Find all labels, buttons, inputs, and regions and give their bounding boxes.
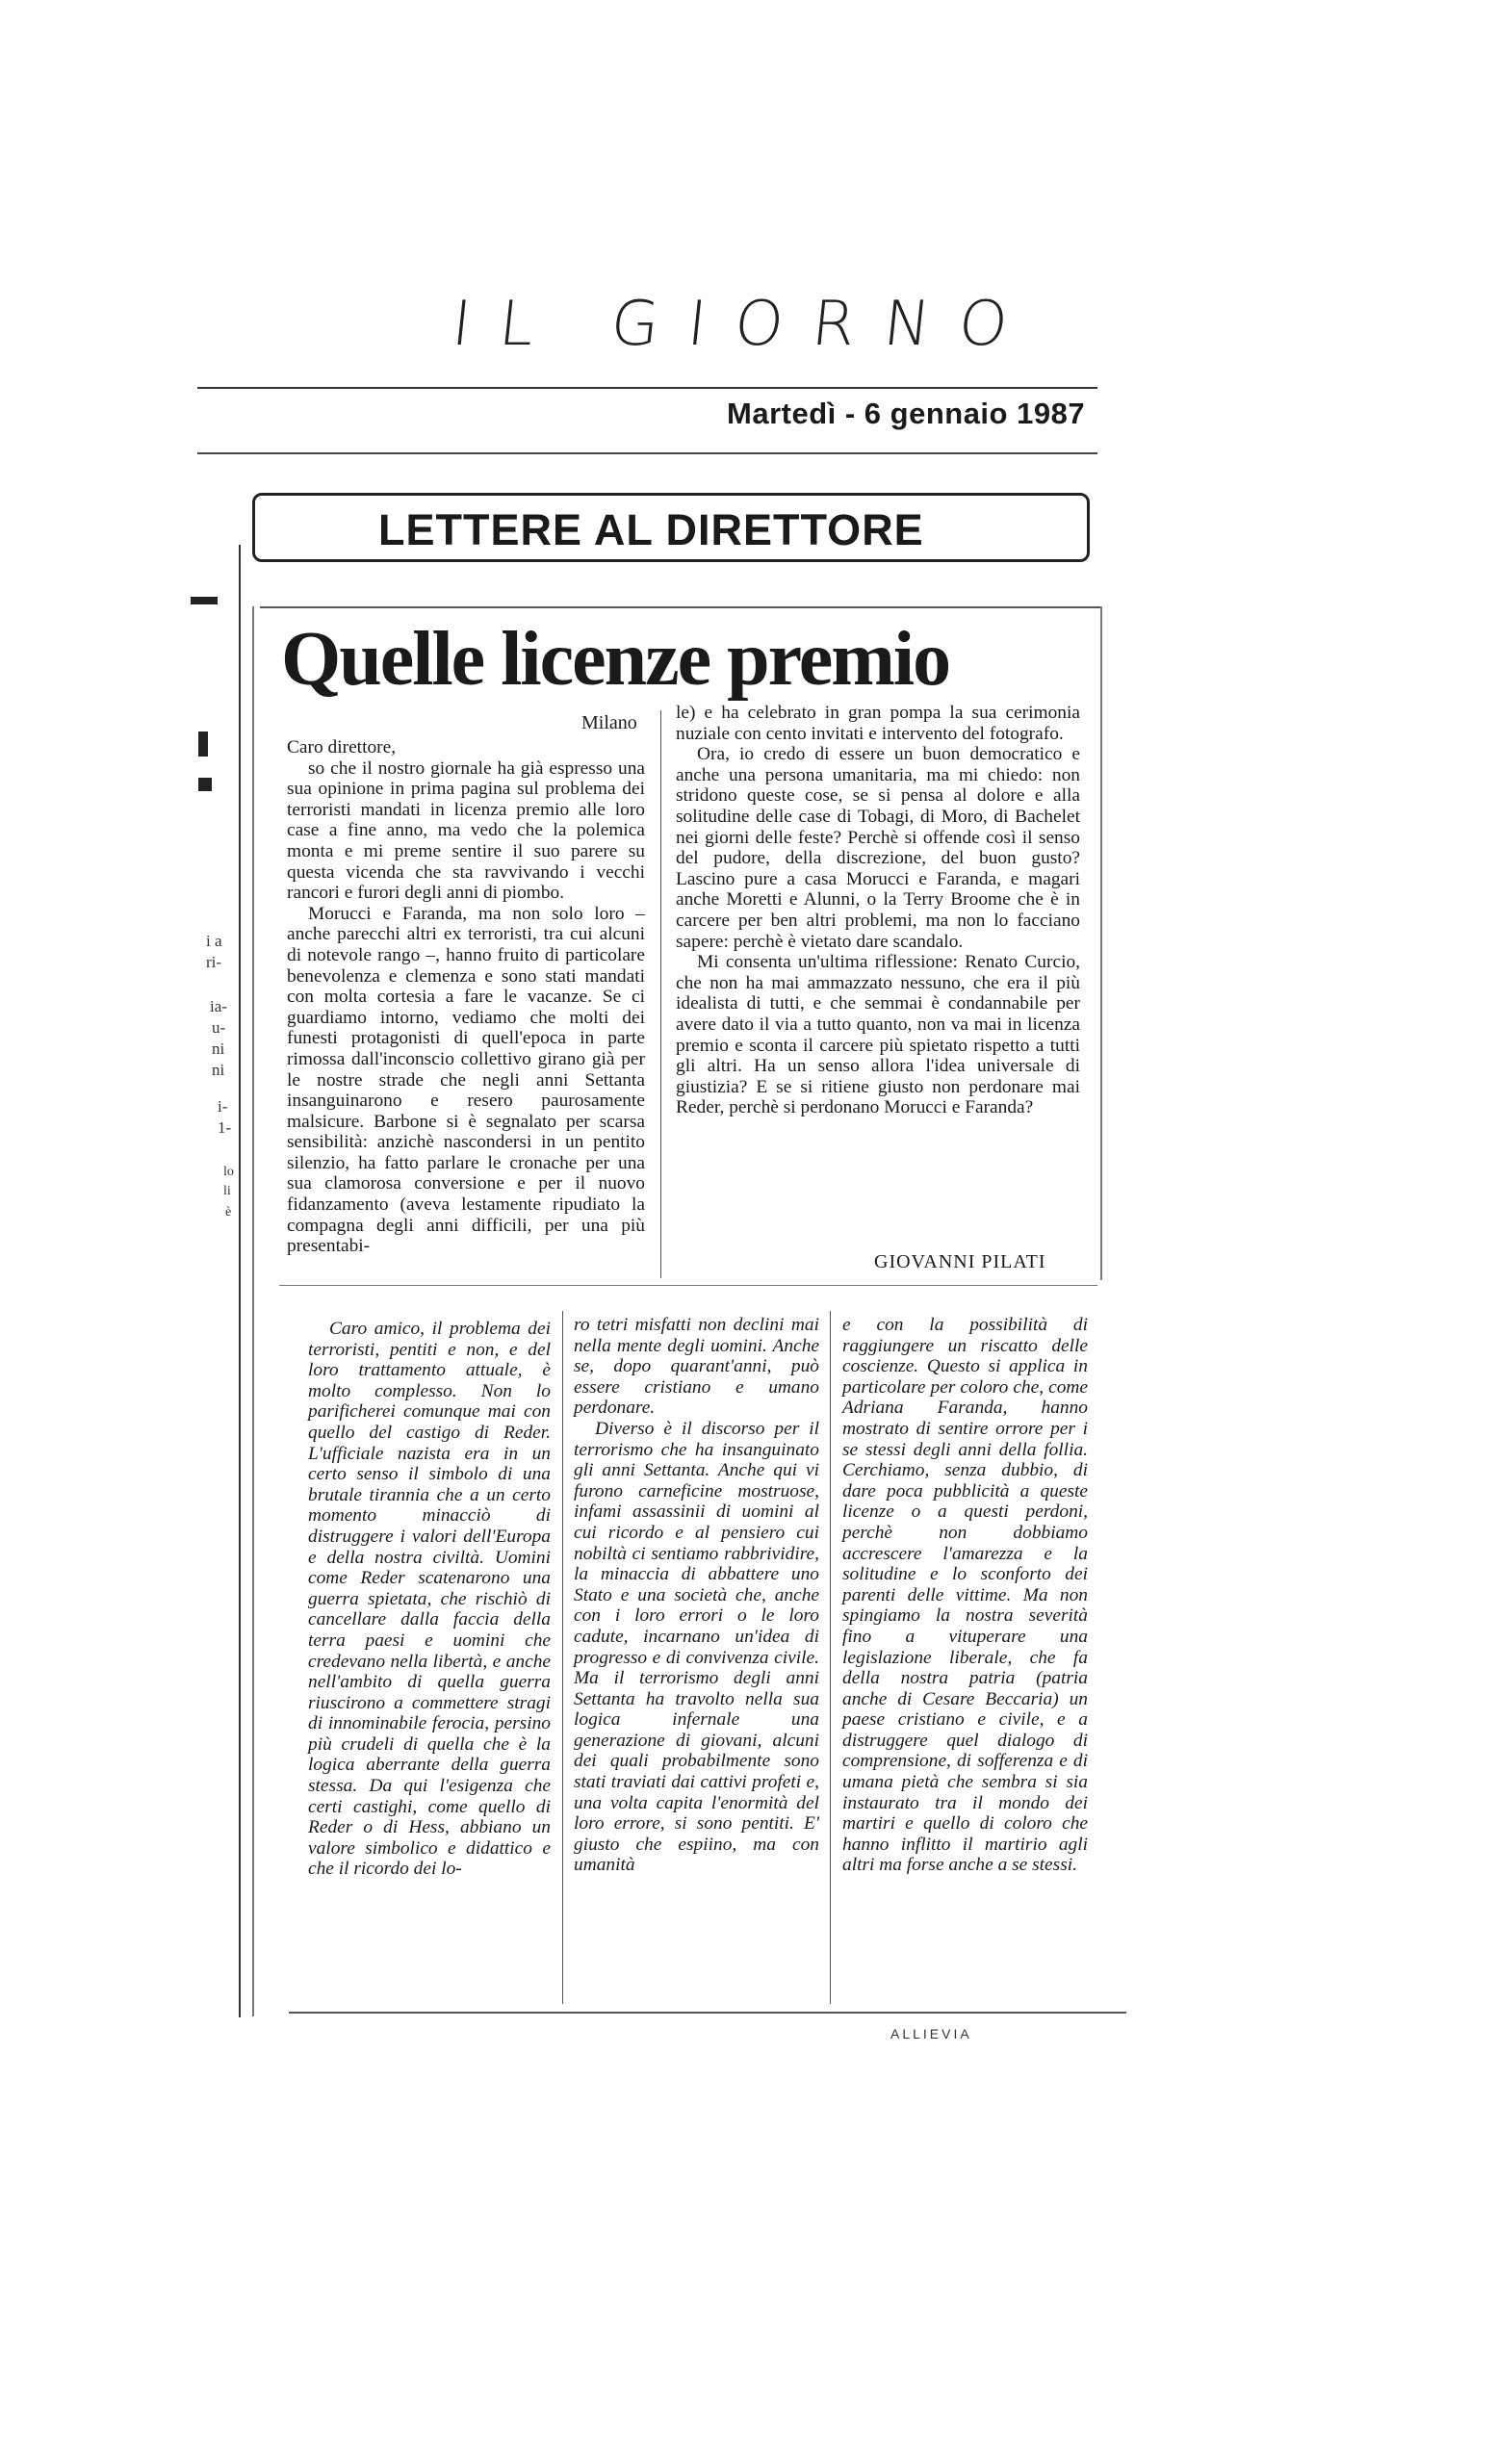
letter-column-2 xyxy=(676,703,1080,1118)
margin-fragment: ri- xyxy=(206,953,222,971)
letter-paragraph: so che il nostro giornale ha già espresso una sua opinione in prima pagina sul problema dei terroristi mandati in licenza premio alle loro case a fine anno, ma vedo che la polemica monta e mi preme sentire il suo parere su questa vicenda che sta ravvivando i vecchi rancori e furori degli anni di piombo. xyxy=(287,757,645,904)
margin-fragment: li xyxy=(223,1184,231,1198)
article-frame-top xyxy=(260,606,1102,608)
column-divider xyxy=(562,1311,563,2004)
letter-dateline: Milano xyxy=(581,712,637,733)
reply-paragraph: ro tetri misfatti non declini mai nella mente degli uomini. Anche se, dopo quarant'anni, può essere cristiano e umano perdonare. xyxy=(574,1315,819,1419)
margin-fragment: ni xyxy=(212,1040,225,1058)
letter-signature: GIOVANNI PILATI xyxy=(874,1251,1046,1272)
letter-paragraph: le) e ha celebrato in gran pompa la sua cerimonia nuziale con cento invitati e intervento del fotografo. xyxy=(676,703,1080,744)
article-headline: Quelle licenze premio xyxy=(281,617,950,702)
margin-fragment: lo xyxy=(223,1165,234,1179)
margin-fragment: i a xyxy=(206,932,222,950)
letter-salutation: Caro direttore, xyxy=(287,737,397,757)
footer-fragment: ALLIEVIA xyxy=(890,2026,972,2041)
letter-paragraph: Ora, io credo di essere un buon democratico e anche una persona umanitaria, ma mi chiedo: non stridono queste cose, se si pensa al dolore e alla solitudine delle case di Tobagi, di Moro, di Bachelet nei giorni delle feste? Perchè si offende così il senso del pudore, della discrezione, del buon gusto? Lascino pure a casa Morucci e Faranda, e magari anche Moretti e Alunni, o la Terry Broome che è in carcere per ben altri problemi, ma non lo facciano sapere: perchè è vietato dare scandalo. xyxy=(676,744,1080,952)
margin-fragment: ia- xyxy=(210,997,227,1015)
reply-column-3 xyxy=(842,1315,1088,1876)
faint-archive-stamp xyxy=(915,223,1203,250)
reply-paragraph: e con la possibilità di raggiungere un riscatto delle coscienze. Questo si applica in particolare per coloro che, come Adriana Faranda, hanno mostrato di sentire orrore per i se stessi degli anni della follia. Cerchiamo, senza dubbio, di dare poca pubblicità a queste licenze o a questi perdoni, perchè non dobbiamo accrescere l'amarezza e la solitudine e lo sconforto dei parenti delle vittime. Ma non spingiamo la nostra severità fino a vituperare una legislazione liberale, che fa della nostra patria (patria anche di Cesare Beccaria) un paese cristiano e civile, e a distruggere quel dialogo di comprensione, di sofferenza e di umana pietà che sembra si sia instaurato tra il mondo dei martiri e quello di coloro che hanno inflitto il martirio agli altri ma forse anche a se stessi. xyxy=(842,1315,1088,1876)
margin-fragment: è xyxy=(225,1205,232,1219)
margin-fragment: ni xyxy=(212,1061,225,1079)
issue-date: Martedì - 6 gennaio 1987 xyxy=(727,397,1086,430)
clipping-inner-edge xyxy=(252,606,254,2016)
margin-mark xyxy=(198,778,212,791)
reply-paragraph: Diverso è il discorso per il terrorismo che ha insanguinato gli anni Settanta. Anche qui vi furono carneficine mostruose, infami assassinii di uomini al cui ricordo e al pensiero cui nobiltà ci sentiamo rabbrividire, la minaccia di abbattere uno Stato e una società che, anche con i loro errori o le loro cadute, incarnano un'idea di progresso e di convivenza civile. Ma il terrorismo degli anni Settanta ha travolto nella sua logica infernale una generazione di giovani, alcuni dei quali probabilmente sono stati traviati dai cattivi profeti e, una volta capita l'enormità del loro errore, si sono pentiti. E' giusto che espiino, ma con umanità xyxy=(574,1418,819,1876)
reply-separator-rule xyxy=(279,1285,1097,1286)
reply-column-2 xyxy=(574,1315,819,1876)
column-divider xyxy=(830,1311,831,2004)
margin-fragment: u- xyxy=(212,1018,226,1037)
section-rubric-box xyxy=(252,493,1090,562)
letter-column-1 xyxy=(287,737,645,1257)
margin-fragment: 1- xyxy=(218,1118,232,1137)
date-rule xyxy=(197,452,1097,454)
masthead-rule xyxy=(197,387,1097,389)
letter-paragraph: Morucci e Faranda, ma non solo loro – anche parecchi altri ex terroristi, tra cui alcuni di notevole rango –, hanno fruito di particolare benevolenza e clemenza e sono stati mandati con molta cortesia a fare le vacanze. Se ci guardiamo intorno, vediamo che molti dei funesti protagonisti di quell'epoca in parte rimossa dall'inconscio collettivo girano già per le nostre strade che negli anni Settanta insanguinarono e resero paurosamente malsicure. Barbone si è segnalato per scarsa sensibilità: anzichè nascondersi in un pentito silenzio, ha fatto parlare le cronache per una sua clamorosa conversione e per il nuovo fidanzamento (aveva lestamente ripudiato la compagna degli anni difficili, per una più presentabi- xyxy=(287,903,645,1257)
margin-fragment: i- xyxy=(218,1097,228,1116)
letter-paragraph: Mi consenta un'ultima riflessione: Renato Curcio, che non ha mai ammazzato nessuno, che era il più idealista di tutti, e che semmai è condannabile per avere dato il via a tutto quanto, non va mai in licenza premio e sconta il carcere più spietato rispetto a tutti gli altri. Ha un senso allora l'idea universale di giustizia? E se si ritiene giusto non perdonare mai Reder, perchè si perdonano Morucci e Faranda? xyxy=(676,952,1080,1118)
newspaper-masthead: IL GIORNO xyxy=(449,289,1041,360)
reply-column-1 xyxy=(308,1319,551,1880)
column-divider xyxy=(660,710,661,1278)
margin-mark xyxy=(198,732,208,757)
section-rubric: LETTERE AL DIRETTORE xyxy=(378,505,924,554)
article-frame-right xyxy=(1100,606,1102,1280)
reply-paragraph: Caro amico, il problema dei terroristi, pentiti e non, e del loro trattamento attuale, è molto complesso. Non lo parificherei comunque mai con quello del castigo di Reder. L'ufficiale nazista era in un certo senso il simbolo di una brutale tirannia che a un certo momento minacciò di distruggere i valori dell'Europa e della nostra civiltà. Uomini come Reder scatenarono una guerra spietata, che rischiò di cancellare dalla faccia della terra paesi e uomini che credevano nella libertà, e anche nell'ambito di quella guerra riuscirono a commettere stragi di innominabile ferocia, persino più crudeli di quella che è la logica aberrante della guerra stessa. Da qui l'esigenza che certi castighi, come quello di Reder o di Hess, abbiano un valore simbolico e didattico e che il ricordo dei lo- xyxy=(308,1319,551,1880)
article-frame-bottom xyxy=(289,2012,1126,2014)
margin-mark xyxy=(191,597,218,604)
clipping-left-edge xyxy=(239,545,241,2017)
